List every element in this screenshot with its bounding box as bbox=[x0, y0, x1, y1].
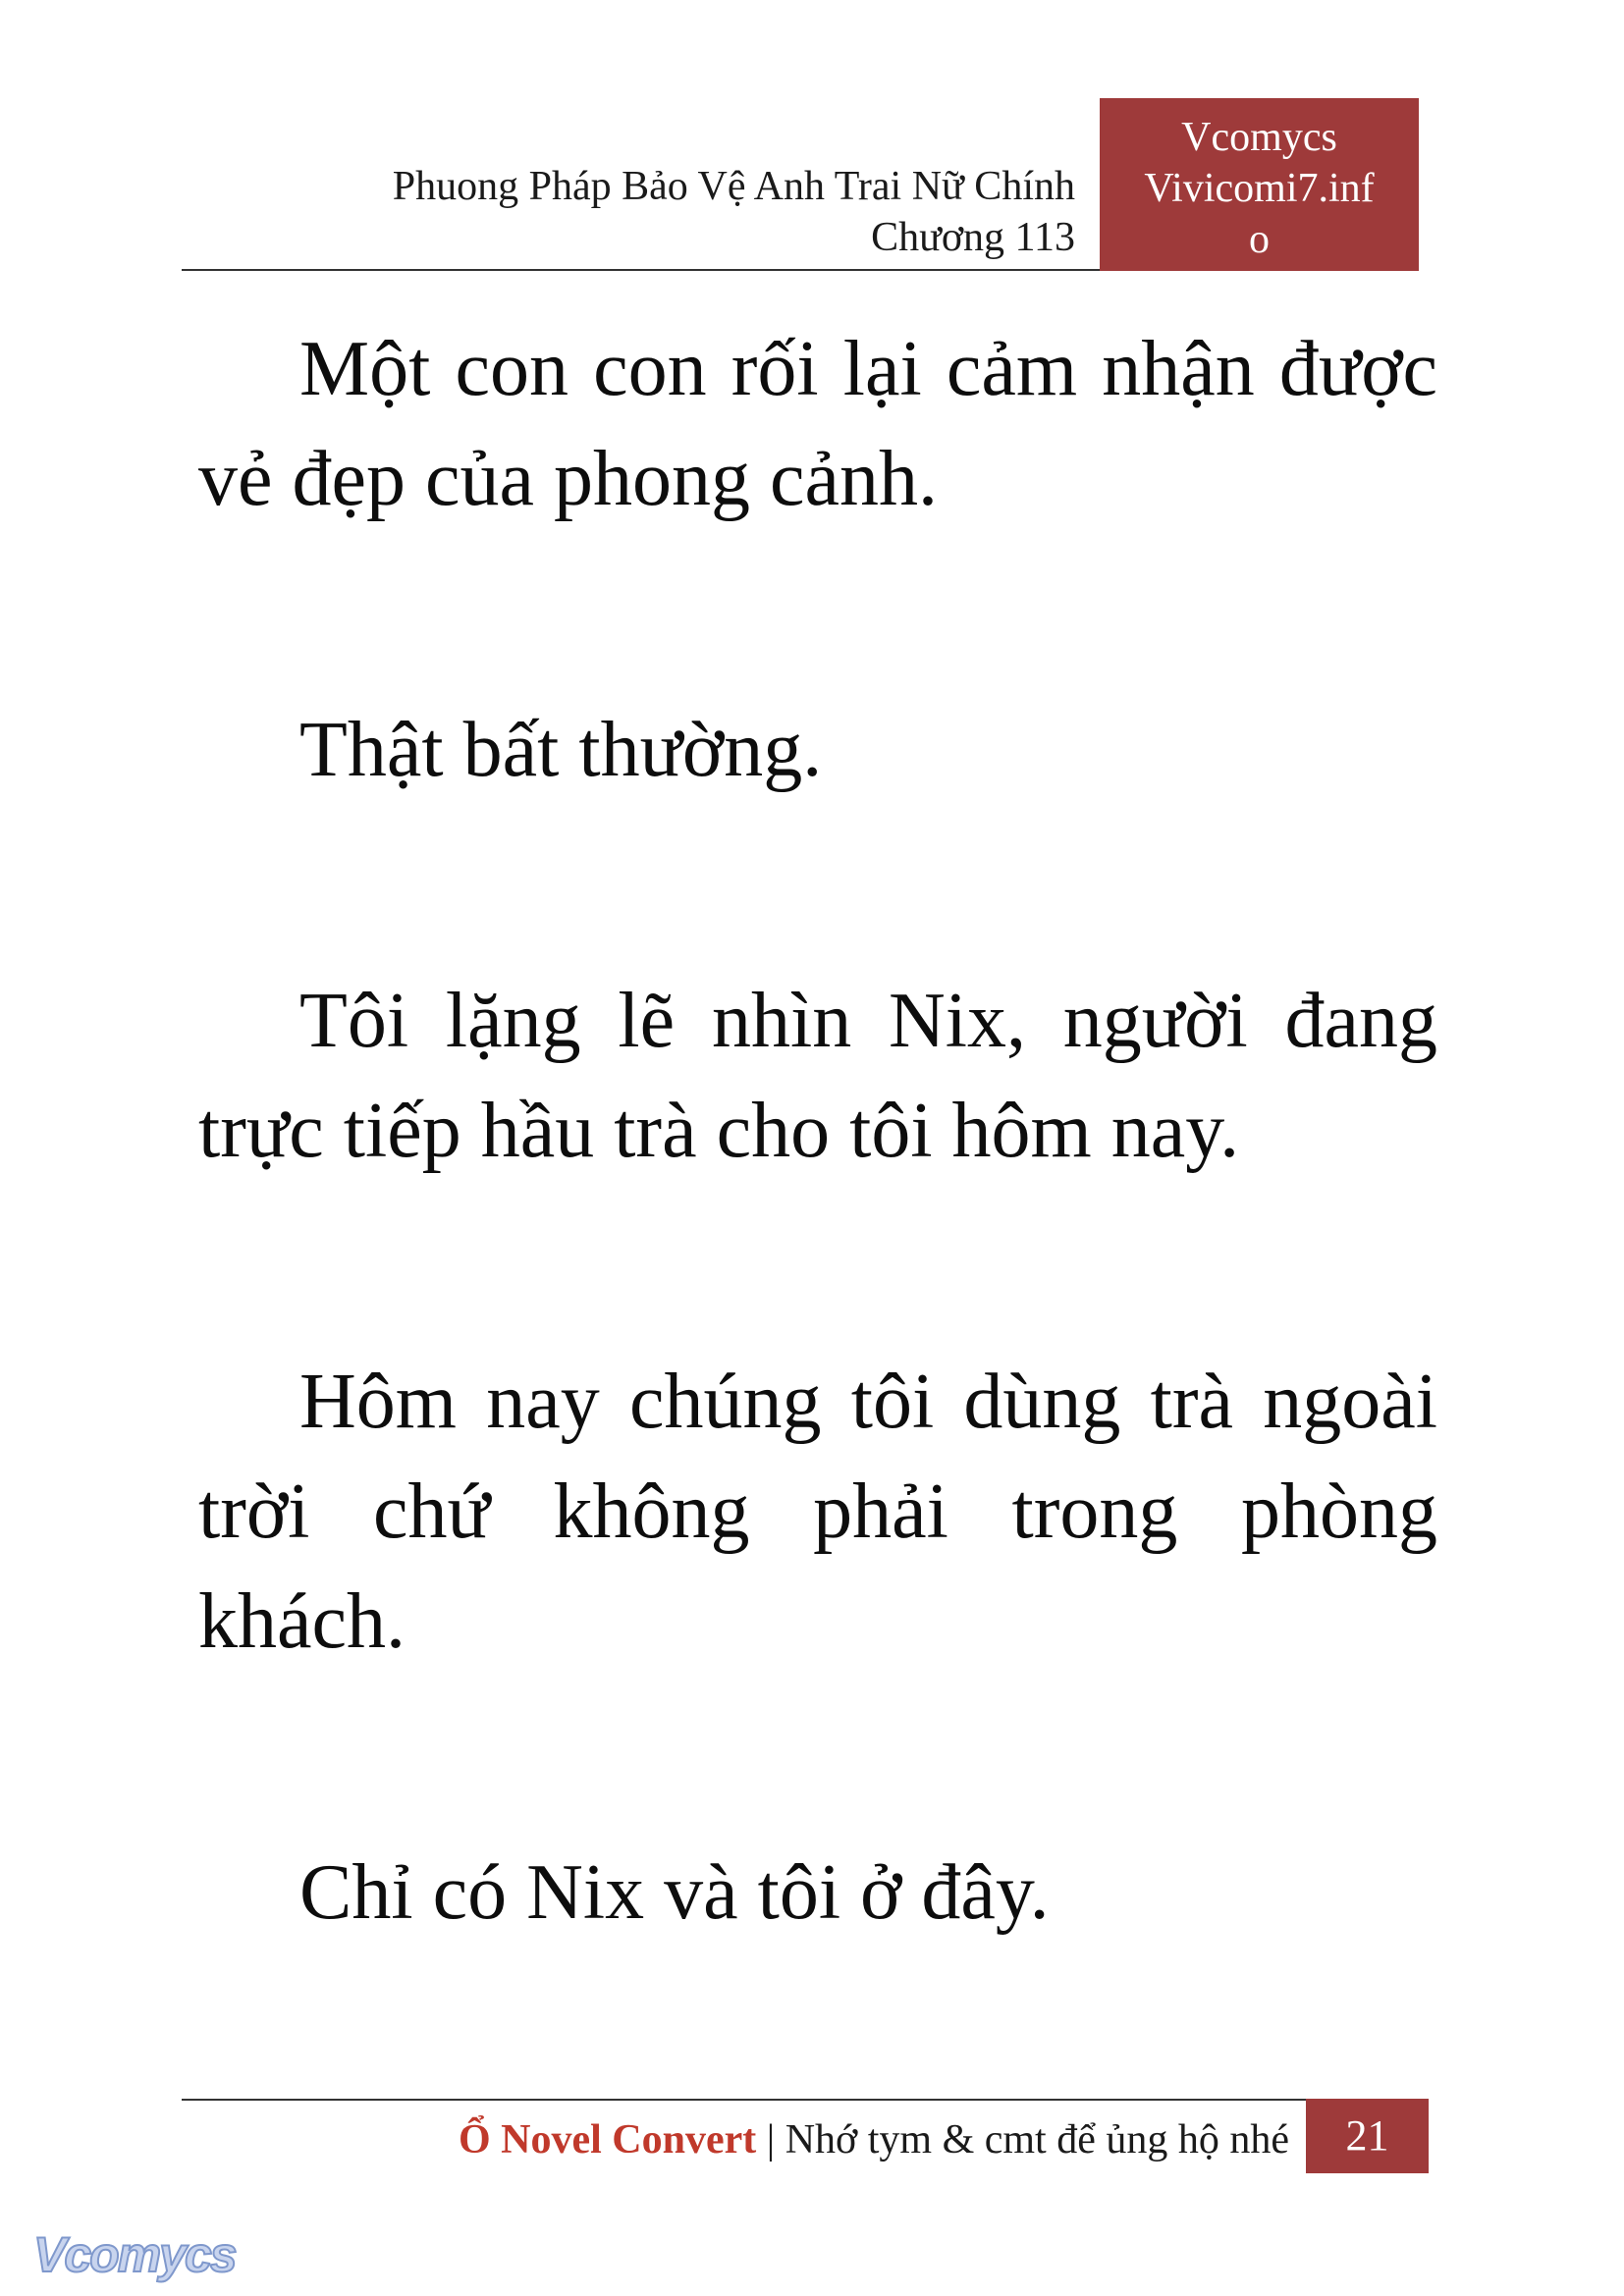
page-number: 21 bbox=[1306, 2099, 1429, 2173]
site-badge bbox=[1100, 98, 1419, 271]
paragraph-1: Một con con rối lại cảm nhận được vẻ đẹp của phong cảnh. bbox=[198, 326, 1437, 522]
footer-divider bbox=[182, 2099, 1306, 2101]
vcomycs-watermark-logo bbox=[29, 2220, 265, 2289]
book-title: Phuong Pháp Bảo Vệ Anh Trai Nữ Chính bbox=[392, 164, 1075, 209]
chapter-label: Chương 113 bbox=[871, 215, 1075, 260]
footer-brand: Ổ Novel Convert bbox=[458, 2117, 757, 2163]
chapter-content bbox=[198, 314, 1437, 1948]
site-badge-line-3: o bbox=[1249, 217, 1270, 262]
watermark-text: Vcomycs bbox=[33, 2227, 236, 2282]
site-badge-line-1: Vcomycs bbox=[1181, 115, 1337, 160]
site-badge-line-2: Vivicomi7.inf bbox=[1144, 166, 1375, 211]
paragraph-3: Tôi lặng lẽ nhìn Nix, người đang trực tiếp hầu trà cho tôi hôm nay. bbox=[198, 978, 1437, 1174]
footer-separator: | bbox=[756, 2117, 785, 2163]
paragraph-5: Chỉ có Nix và tôi ở đây. bbox=[299, 1849, 1050, 1936]
header-text-block bbox=[393, 161, 1075, 263]
paragraph-2: Thật bất thường. bbox=[299, 707, 823, 793]
footer-text bbox=[459, 2110, 1289, 2169]
footer-note: Nhớ tym & cmt để ủng hộ nhé bbox=[785, 2117, 1289, 2163]
page-header bbox=[182, 98, 1419, 271]
paragraph-4: Hôm nay chúng tôi dùng trà ngoài trời chứ không phải trong phòng khách. bbox=[198, 1359, 1437, 1665]
